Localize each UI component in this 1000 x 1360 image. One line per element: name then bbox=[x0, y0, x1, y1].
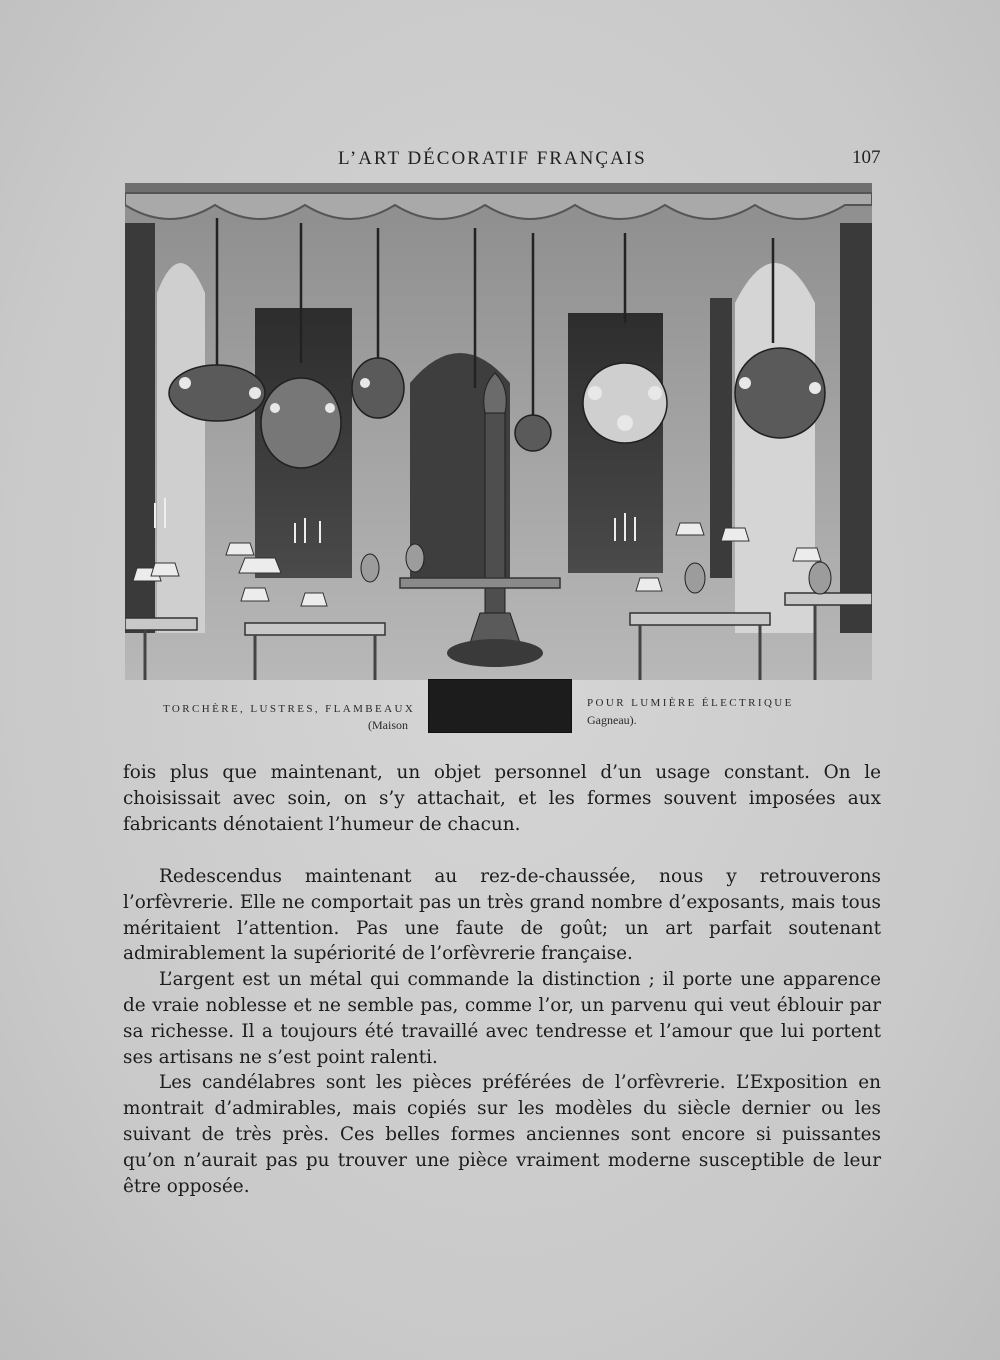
caption-left-sub: (Maison bbox=[368, 718, 408, 732]
caption-right-sub: Gagneau). bbox=[587, 713, 637, 727]
paragraph-continuation: fois plus que maintenant, un objet personnel d’un usage constant. On le choisissait avec soin, on s’y attachait, et les formes souvent imposées aux fabricants dénotaient l’humeur de chacun. bbox=[123, 762, 881, 835]
paragraph-candelabres: Les candélabres sont les pièces préférées de l’orfèvrerie. L’Exposition en montrait d’admirables, mais copiés sur les modèles du siècle dernier ou les suivant de très près. Ces belles formes anciennes sont encore si puissantes qu’on n’aurait pas pu trouver une pièce vraiment moderne susceptible de leur être opposée. bbox=[123, 1072, 881, 1197]
body-text-block-1 bbox=[123, 760, 881, 837]
caption-right: POUR LUMIÈRE ÉLECTRIQUE bbox=[587, 697, 794, 709]
torchere-base bbox=[428, 679, 572, 733]
running-head: L’ART DÉCORATIF FRANÇAIS bbox=[338, 148, 647, 169]
caption-left: TORCHÈRE, LUSTRES, FLAMBEAUX bbox=[163, 703, 416, 715]
exhibition-photograph bbox=[125, 183, 872, 680]
paragraph-argent: L’argent est un métal qui commande la distinction ; il porte une apparence de vraie noblesse et ne semble pas, comme l’or, un parvenu qui veut éblouir par sa richesse. Il a toujours été travaillé avec tendresse et l’amour que lui portent ses artisans ne s’est point ralenti. bbox=[123, 969, 881, 1068]
body-text-block-2 bbox=[123, 864, 881, 1199]
page-number: 107 bbox=[852, 147, 881, 168]
paragraph-orfevrerie: Redescendus maintenant au rez-de-chaussée, nous y retrouverons l’orfèvrerie. Elle ne comportait pas un très grand nombre d’exposants, mais tous méritaient l’attention. Pas une faute de goût; un art parfait soutenant admirablement la supériorité de l’orfèvrerie française. bbox=[123, 866, 881, 965]
